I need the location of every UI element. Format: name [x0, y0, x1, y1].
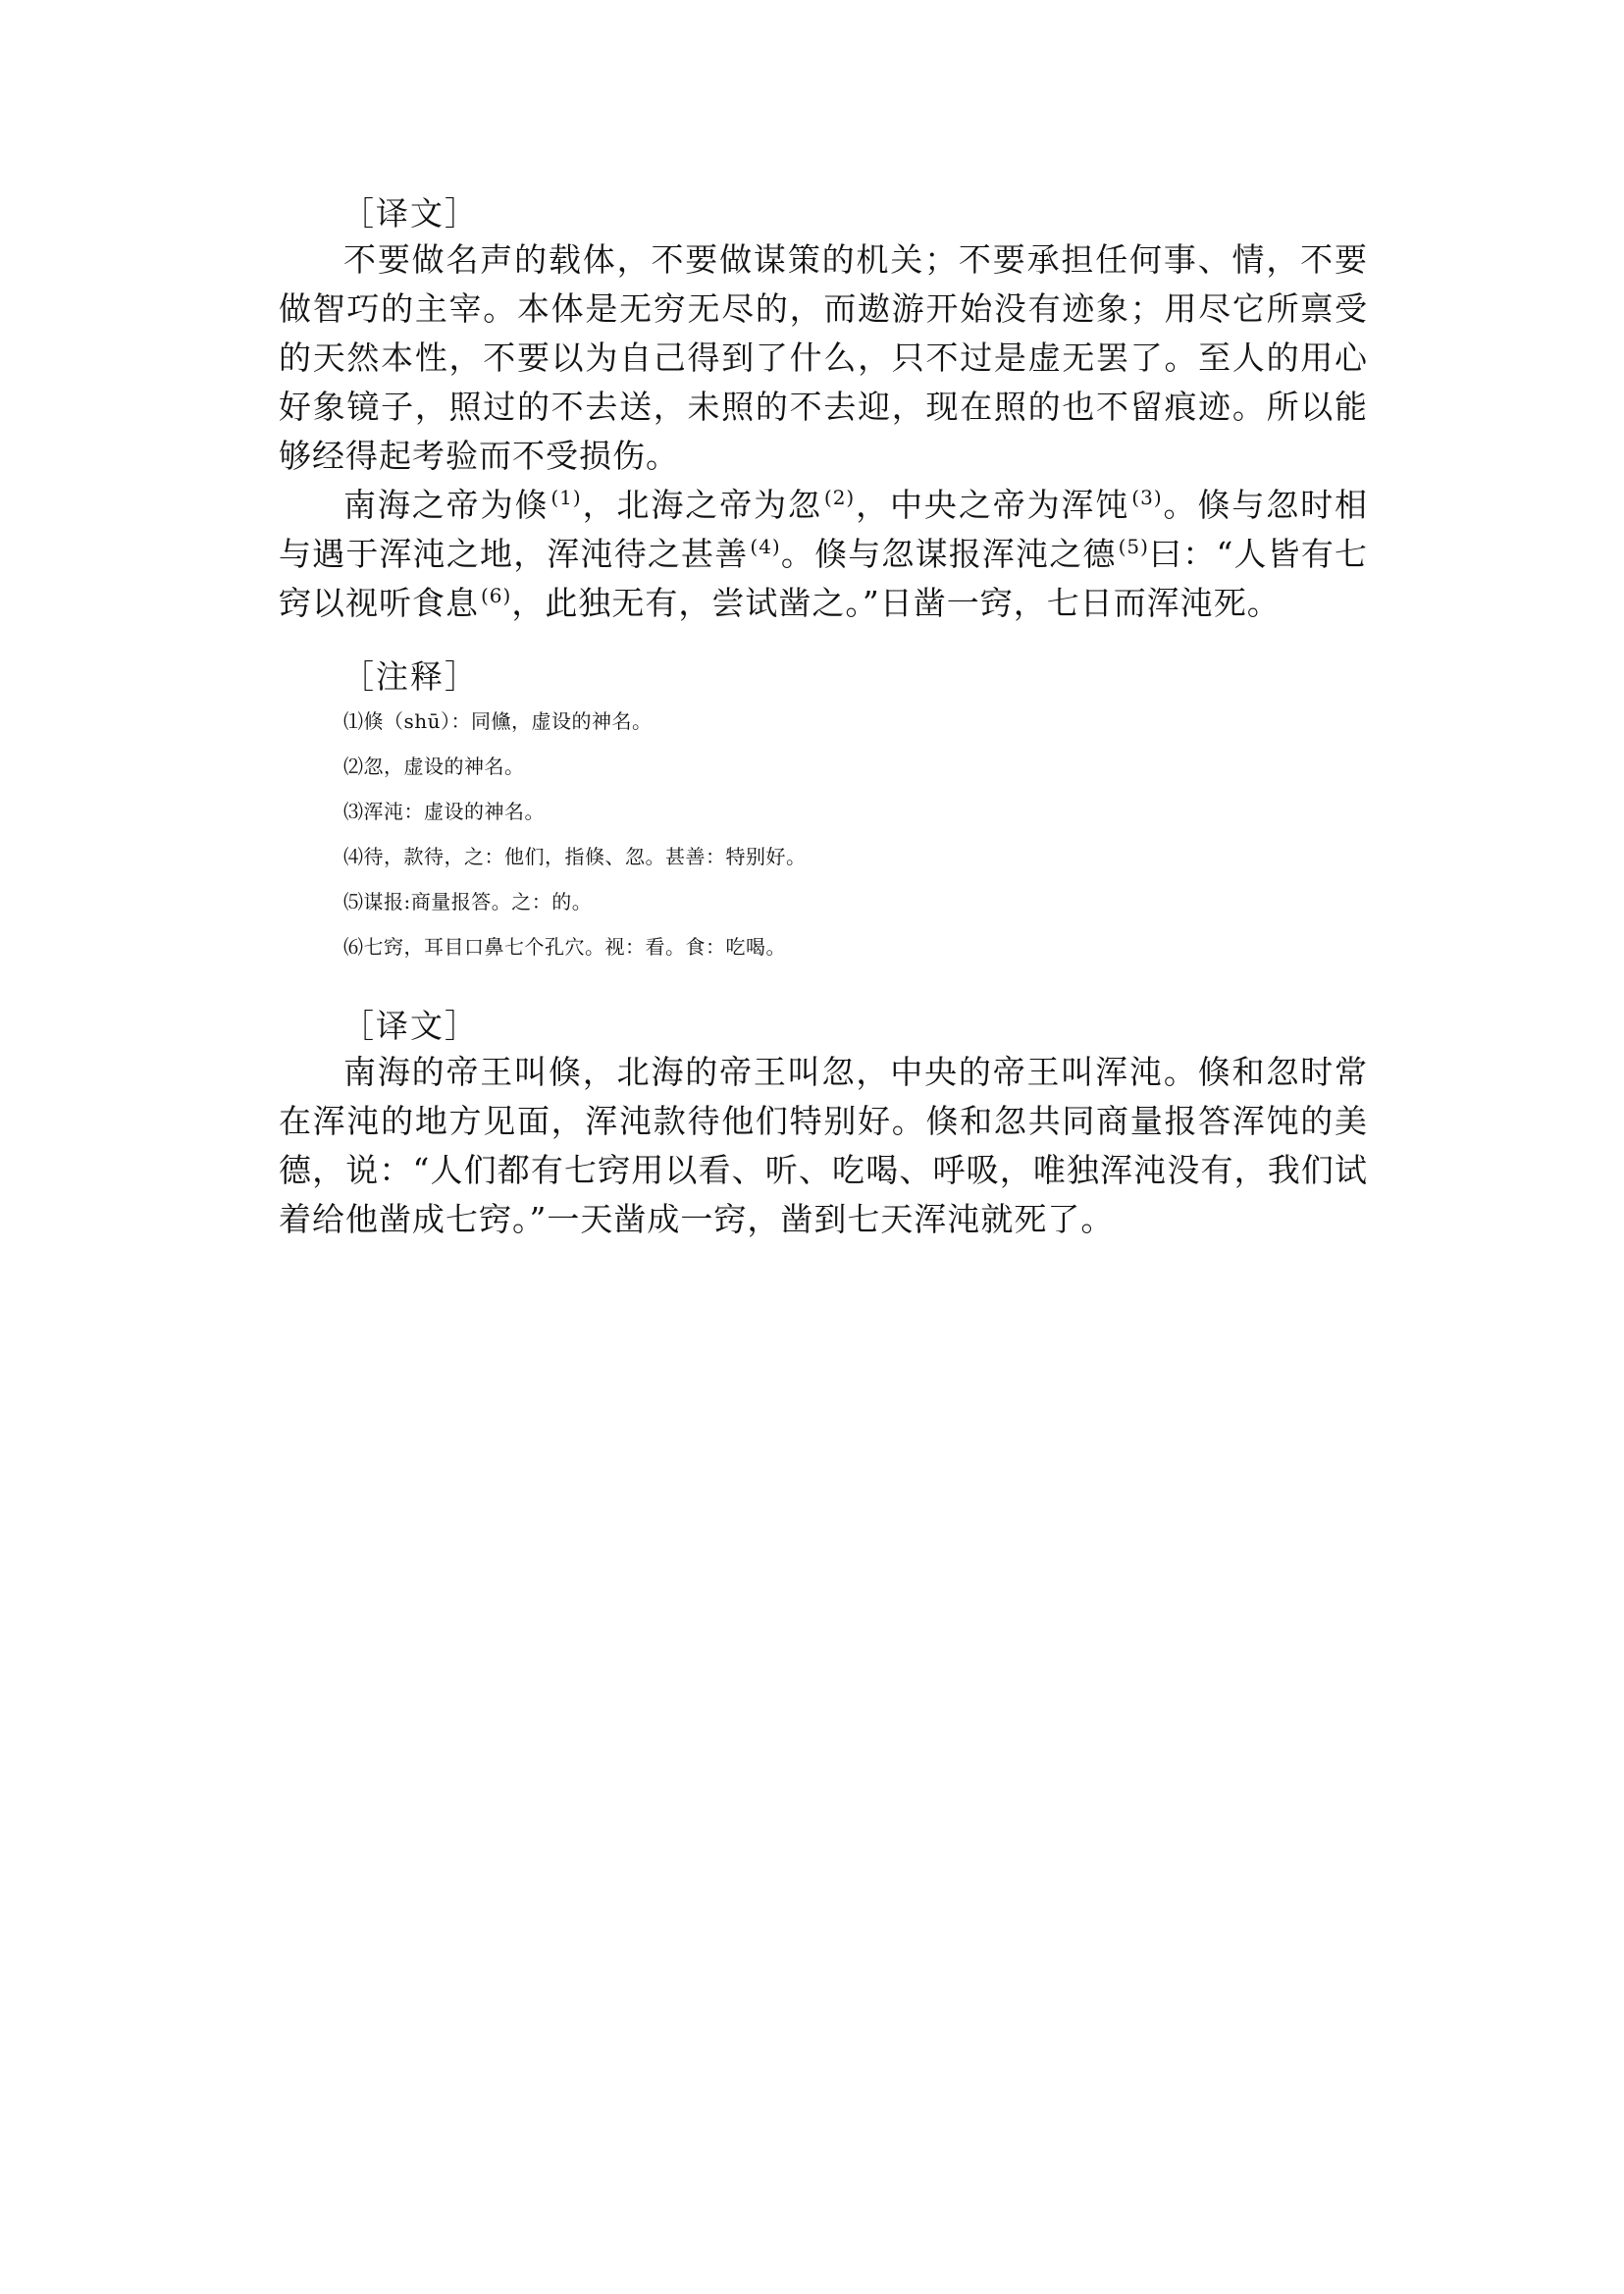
translation-heading-1: ［译文］	[341, 194, 479, 233]
original-text-part: 。倏与忽时相与遇于浑沌之地，浑沌待之甚善	[279, 486, 1369, 573]
original-text-part: 南海之帝为倏	[343, 486, 550, 524]
note-item: ⑸谋报:商量报答。之：的。	[343, 890, 593, 913]
original-text-part: 曰：“人皆有七窍以视听食息	[279, 535, 1369, 622]
original-text-paragraph	[279, 481, 1368, 628]
notes-heading: ［注释］	[341, 657, 479, 696]
note-item: ⑵忽，虚设的神名。	[343, 755, 525, 778]
notes-list	[279, 699, 1368, 969]
original-text-part: ，北海之帝为忽	[581, 486, 822, 524]
note-item: ⑴倏（shū）：同儵，虚设的神名。	[343, 709, 653, 733]
spacer	[279, 969, 1368, 1005]
footnote-ref-6: (6)	[481, 584, 512, 607]
original-text-part: 。倏与忽谋报浑沌之德	[780, 535, 1117, 573]
translation-paragraph-1: 不要做名声的载体，不要做谋策的机关；不要承担任何事、情，不要做智巧的主宰。本体是无穷无尽的，而遨游开始没有迹象；用尽它所禀受的天然本性，不要以为自己得到了什么，只不过是虚无罢了。至人的用心好象镜子，照过的不去送，未照的不去迎，现在照的也不留痕迹。所以能够经得起考验而不受损伤。	[279, 240, 1368, 475]
footnote-ref-3: (3)	[1131, 486, 1163, 509]
footnote-ref-5: (5)	[1118, 535, 1149, 558]
footnote-ref-1: (1)	[550, 486, 582, 509]
translation-heading-2: ［译文］	[341, 1007, 479, 1045]
footnote-ref-2: (2)	[823, 486, 856, 509]
document-page	[279, 192, 1368, 1244]
translation-paragraph-2: 南海的帝王叫倏，北海的帝王叫忽，中央的帝王叫浑沌。倏和忽时常在浑沌的地方见面，浑沌款待他们特别好。倏和忽共同商量报答浑饨的美德，说：“人们都有七窍用以看、听、吃喝、呼吸，唯独浑沌没有，我们试着给他凿成七窍。”一天凿成一窍，凿到七天浑沌就死了。	[279, 1053, 1368, 1238]
note-item: ⑷待，款待，之：他们，指倏、忽。甚善：特别好。	[343, 845, 807, 868]
spacer	[279, 628, 1368, 655]
note-item: ⑹七窍，耳目口鼻七个孔穴。视：看。食：吃喝。	[343, 935, 786, 959]
original-text-part: ，此独无有，尝试凿之。”日凿一窍，七日而浑沌死。	[511, 584, 1281, 622]
original-text-part: ，中央之帝为浑饨	[855, 486, 1130, 524]
footnote-ref-4: (4)	[750, 535, 781, 558]
note-item: ⑶浑沌：虚设的神名。	[343, 800, 545, 823]
